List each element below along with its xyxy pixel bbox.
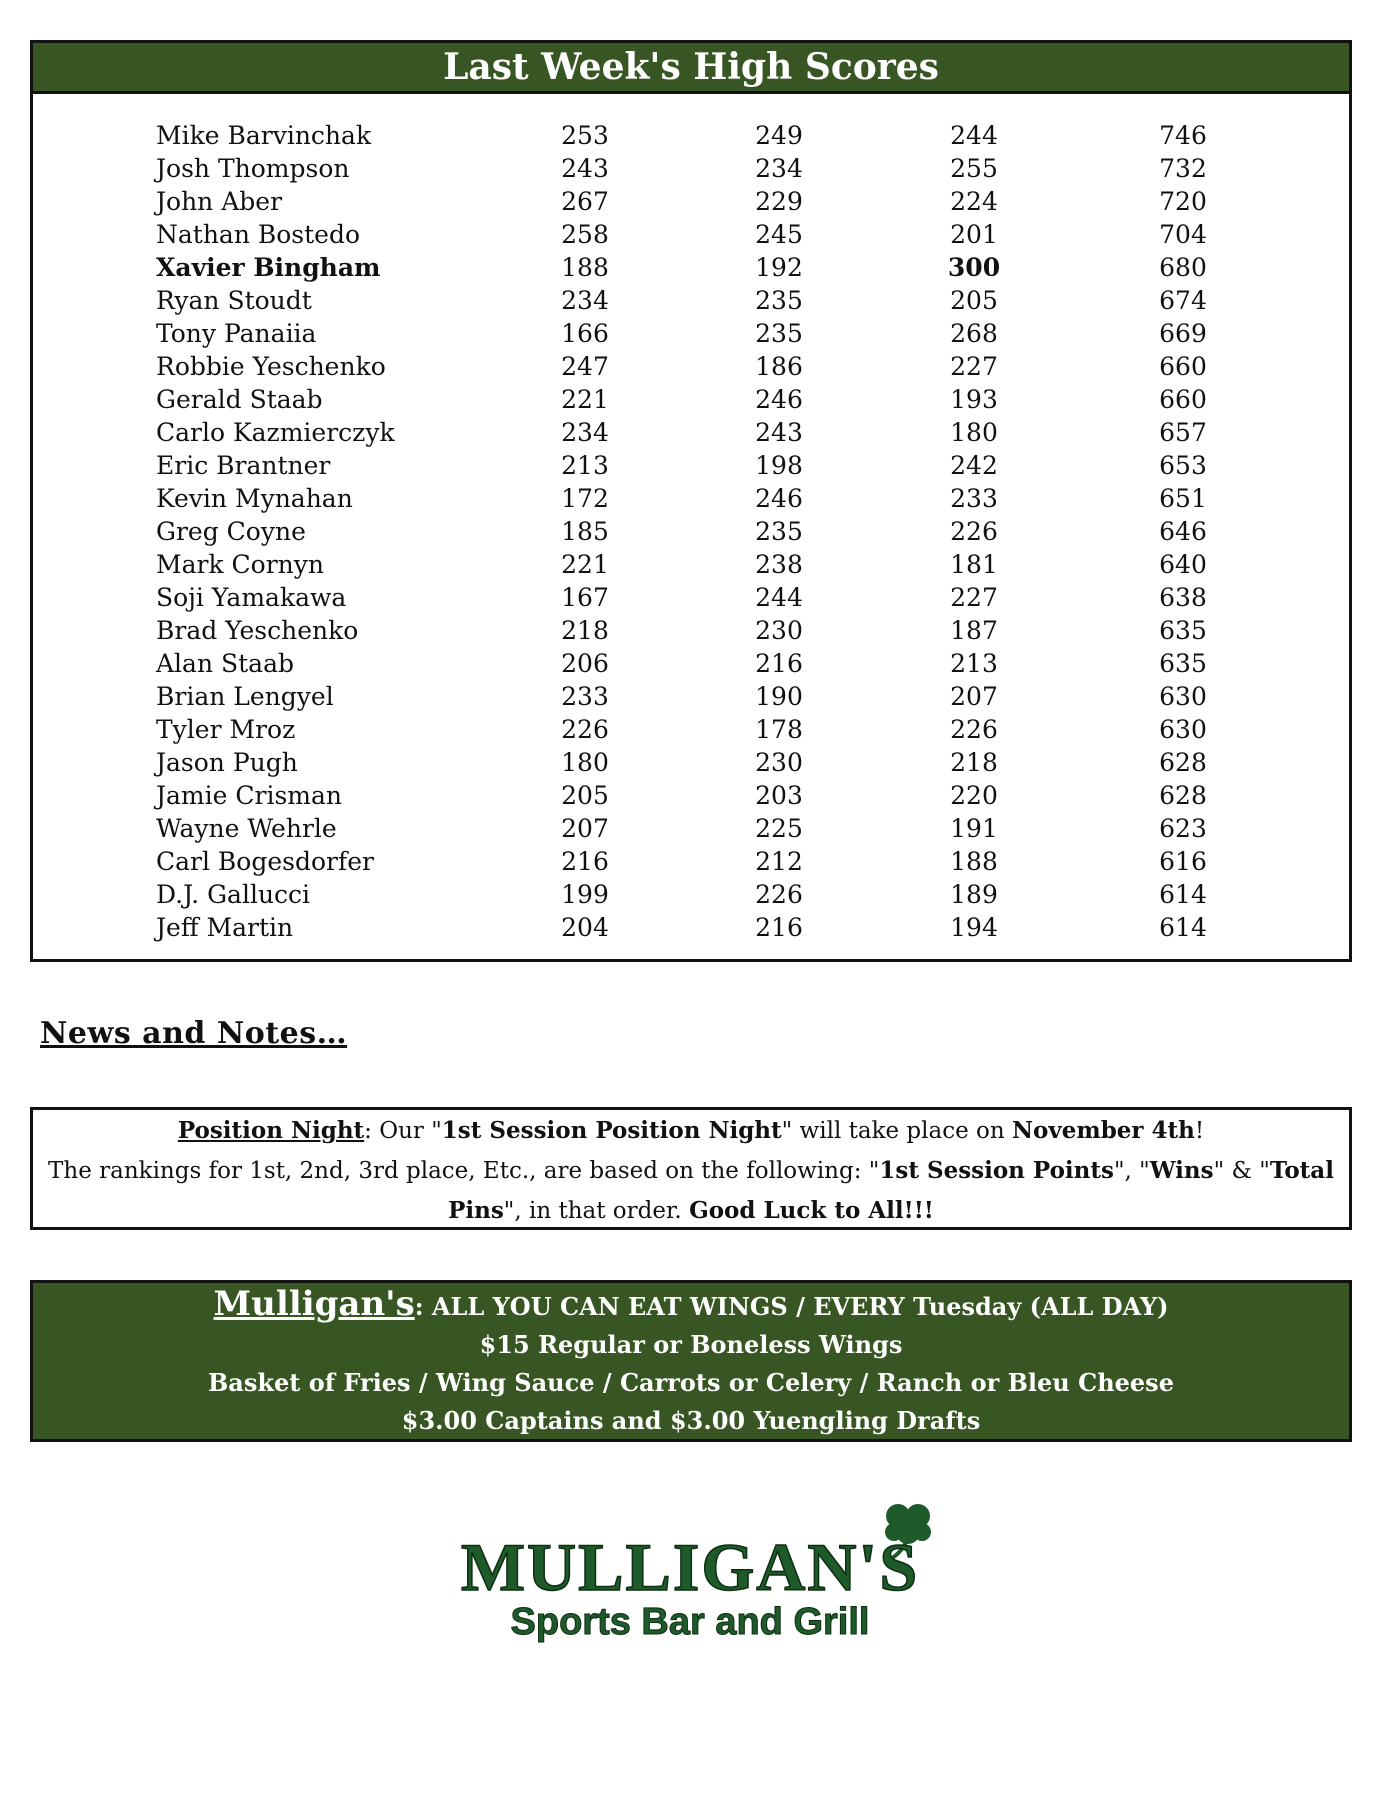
score-row [33, 152, 1349, 185]
game-3-score: 244 [950, 121, 998, 150]
game-2-score: 249 [755, 121, 803, 150]
bowler-name: Tyler Mroz [156, 715, 296, 744]
score-row [33, 515, 1349, 548]
series-total: 653 [1159, 451, 1207, 480]
game-3-score: 193 [950, 385, 998, 414]
score-row [33, 416, 1349, 449]
score-row [33, 251, 1349, 284]
game-3-score: 226 [950, 517, 998, 546]
scores-table [33, 119, 1349, 944]
game-2-score: 235 [755, 319, 803, 348]
bowler-name: John Aber [156, 187, 283, 216]
series-total: 614 [1159, 913, 1207, 942]
text: The rankings for 1st, 2nd, 3rd place, Etc., are based on the following: " [48, 1158, 880, 1184]
series-total: 635 [1159, 649, 1207, 678]
bowler-name: Robbie Yeschenko [156, 352, 386, 381]
bowler-name: Brian Lengyel [156, 682, 334, 711]
game-1-score: 167 [561, 583, 609, 612]
series-total: 657 [1159, 418, 1207, 447]
series-total: 720 [1159, 187, 1207, 216]
specials-line-2: $15 Regular or Boneless Wings [479, 1330, 903, 1359]
game-2-score: 226 [755, 880, 803, 909]
good-luck: Good Luck to All!!! [689, 1197, 934, 1224]
series-total: 635 [1159, 616, 1207, 645]
game-3-score: 242 [950, 451, 998, 480]
bowler-name: Soji Yamakawa [156, 583, 347, 612]
game-2-score: 178 [755, 715, 803, 744]
event-date: November 4th [1012, 1117, 1195, 1144]
score-row [33, 713, 1349, 746]
series-total: 660 [1159, 385, 1207, 414]
game-2-score: 234 [755, 154, 803, 183]
game-2-score: 246 [755, 385, 803, 414]
game-3-score: 188 [950, 847, 998, 876]
text: ! [1194, 1118, 1205, 1144]
bowler-name: Greg Coyne [156, 517, 306, 546]
game-3-score: 194 [950, 913, 998, 942]
game-1-score: 213 [561, 451, 609, 480]
game-3-score: 180 [950, 418, 998, 447]
game-1-score: 253 [561, 121, 609, 150]
criterion-3: Total Pins [448, 1157, 1334, 1224]
game-2-score: 230 [755, 616, 803, 645]
game-2-score: 235 [755, 517, 803, 546]
game-2-score: 230 [755, 748, 803, 777]
game-2-score: 246 [755, 484, 803, 513]
game-2-score: 192 [755, 253, 803, 282]
game-2-score: 198 [755, 451, 803, 480]
series-total: 614 [1159, 880, 1207, 909]
game-3-score: 226 [950, 715, 998, 744]
text: : Our " [364, 1118, 442, 1144]
event-name: 1st Session Position Night [441, 1117, 782, 1144]
specials-line-1: : ALL YOU CAN EAT WINGS / EVERY Tuesday (ALL DAY) [414, 1292, 1169, 1321]
game-2-score: 238 [755, 550, 803, 579]
game-3-score: 205 [950, 286, 998, 315]
bowler-name: Brad Yeschenko [156, 616, 359, 645]
score-row [33, 449, 1349, 482]
logo-subtitle: Sports Bar and Grill [510, 1601, 870, 1643]
game-3-score: 181 [950, 550, 998, 579]
bowler-name: Tony Panaiia [156, 319, 317, 348]
game-1-score: 188 [561, 253, 609, 282]
game-1-score: 199 [561, 880, 609, 909]
score-row [33, 746, 1349, 779]
high-scores-title: Last Week's High Scores [33, 43, 1349, 94]
series-total: 630 [1159, 715, 1207, 744]
game-1-score: 206 [561, 649, 609, 678]
game-3-score: 227 [950, 583, 998, 612]
series-total: 674 [1159, 286, 1207, 315]
score-row [33, 812, 1349, 845]
game-3-score: 218 [950, 748, 998, 777]
game-1-score: 207 [561, 814, 609, 843]
score-row [33, 680, 1349, 713]
news-heading: News and Notes… [40, 1016, 348, 1051]
game-1-score: 226 [561, 715, 609, 744]
game-1-score: 234 [561, 286, 609, 315]
game-1-score: 247 [561, 352, 609, 381]
bowler-name: Wayne Wehrle [156, 814, 337, 843]
score-row [33, 548, 1349, 581]
game-2-score: 229 [755, 187, 803, 216]
game-3-score: 189 [950, 880, 998, 909]
text: " & " [1213, 1158, 1270, 1184]
game-1-score: 258 [561, 220, 609, 249]
score-row [33, 317, 1349, 350]
game-2-score: 190 [755, 682, 803, 711]
game-2-score: 216 [755, 913, 803, 942]
game-1-score: 221 [561, 385, 609, 414]
bowler-name: Jamie Crisman [156, 781, 342, 810]
game-1-score: 205 [561, 781, 609, 810]
game-3-score: 201 [950, 220, 998, 249]
series-total: 704 [1159, 220, 1207, 249]
high-scores-box [30, 40, 1352, 962]
specials-box [30, 1280, 1352, 1442]
logo-title: MULLIGAN'S [460, 1529, 920, 1605]
series-total: 660 [1159, 352, 1207, 381]
position-night-box [30, 1107, 1352, 1230]
score-row [33, 647, 1349, 680]
score-row [33, 350, 1349, 383]
series-total: 628 [1159, 781, 1207, 810]
series-total: 680 [1159, 253, 1207, 282]
series-total: 746 [1159, 121, 1207, 150]
game-3-score: 227 [950, 352, 998, 381]
score-row [33, 911, 1349, 944]
game-1-score: 172 [561, 484, 609, 513]
score-row [33, 581, 1349, 614]
game-3-score: 268 [950, 319, 998, 348]
game-1-score: 204 [561, 913, 609, 942]
game-3-score: 224 [950, 187, 998, 216]
mulligans-logo [380, 1494, 1000, 1644]
game-1-score: 216 [561, 847, 609, 876]
text: ", in that order. [503, 1198, 690, 1224]
bowler-name: Ryan Stoudt [156, 286, 312, 315]
game-2-score: 212 [755, 847, 803, 876]
game-2-score: 186 [755, 352, 803, 381]
series-total: 630 [1159, 682, 1207, 711]
series-total: 669 [1159, 319, 1207, 348]
series-total: 638 [1159, 583, 1207, 612]
score-row [33, 779, 1349, 812]
bowler-name: Carl Bogesdorfer [156, 847, 374, 876]
game-2-score: 235 [755, 286, 803, 315]
specials-line-3: Basket of Fries / Wing Sauce / Carrots or Celery / Ranch or Bleu Cheese [208, 1368, 1174, 1397]
game-3-score: 187 [950, 616, 998, 645]
series-total: 646 [1159, 517, 1207, 546]
text: ", " [1113, 1158, 1150, 1184]
score-row [33, 482, 1349, 515]
game-3-score: 233 [950, 484, 998, 513]
bowler-name: Gerald Staab [156, 385, 323, 414]
game-2-score: 203 [755, 781, 803, 810]
bowler-name: Xavier Bingham [156, 253, 381, 282]
score-row [33, 284, 1349, 317]
series-total: 616 [1159, 847, 1207, 876]
game-1-score: 243 [561, 154, 609, 183]
bowler-name: Mark Cornyn [156, 550, 325, 579]
bowler-name: Josh Thompson [156, 154, 350, 183]
bowler-name: Carlo Kazmierczyk [156, 418, 395, 447]
bowler-name: Mike Barvinchak [156, 121, 372, 150]
score-row [33, 383, 1349, 416]
game-2-score: 216 [755, 649, 803, 678]
game-3-score: 213 [950, 649, 998, 678]
game-1-score: 185 [561, 517, 609, 546]
score-row [33, 218, 1349, 251]
game-1-score: 267 [561, 187, 609, 216]
game-2-score: 245 [755, 220, 803, 249]
score-row [33, 185, 1349, 218]
game-2-score: 225 [755, 814, 803, 843]
game-3-score: 207 [950, 682, 998, 711]
bowler-name: Jeff Martin [156, 913, 294, 942]
game-3-score: 220 [950, 781, 998, 810]
score-row [33, 614, 1349, 647]
series-total: 640 [1159, 550, 1207, 579]
score-row [33, 878, 1349, 911]
game-3-score: 255 [950, 154, 998, 183]
series-total: 628 [1159, 748, 1207, 777]
game-1-score: 166 [561, 319, 609, 348]
game-2-score: 243 [755, 418, 803, 447]
series-total: 623 [1159, 814, 1207, 843]
series-total: 732 [1159, 154, 1207, 183]
criterion-1: 1st Session Points [879, 1157, 1114, 1184]
bowler-name: Nathan Bostedo [156, 220, 361, 249]
game-1-score: 180 [561, 748, 609, 777]
game-3-score: 191 [950, 814, 998, 843]
position-night-label: Position Night [177, 1117, 365, 1144]
game-1-score: 221 [561, 550, 609, 579]
bowler-name: Kevin Mynahan [156, 484, 353, 513]
bowler-name: D.J. Gallucci [156, 880, 311, 909]
series-total: 651 [1159, 484, 1207, 513]
score-row [33, 845, 1349, 878]
game-1-score: 233 [561, 682, 609, 711]
bowler-name: Jason Pugh [156, 748, 298, 777]
text: " will take place on [781, 1118, 1012, 1144]
score-row [33, 119, 1349, 152]
game-1-score: 234 [561, 418, 609, 447]
bowler-name: Alan Staab [156, 649, 294, 678]
specials-venue: Mulligan's [213, 1284, 415, 1324]
specials-line-4: $3.00 Captains and $3.00 Yuengling Drafts [401, 1406, 981, 1435]
criterion-2: Wins [1149, 1157, 1214, 1184]
bowler-name: Eric Brantner [156, 451, 331, 480]
game-3-score: 300 [947, 253, 1001, 282]
game-2-score: 244 [755, 583, 803, 612]
game-1-score: 218 [561, 616, 609, 645]
